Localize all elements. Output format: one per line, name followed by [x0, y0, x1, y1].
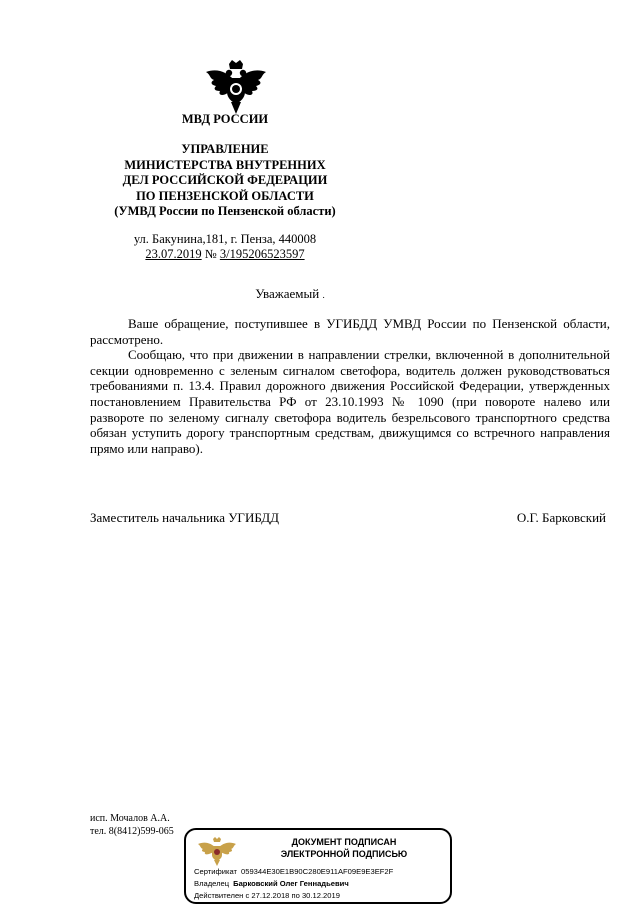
- certificate-value: 059344E30E1B90C280E911AF09E9E3EF2F: [241, 867, 394, 876]
- greeting-suffix: .: [322, 290, 325, 300]
- paragraph: Ваше обращение, поступившее в УГИБДД УМВД России по Пензенской области, рассмотрено.: [90, 316, 610, 347]
- org-line: ДЕЛ РОССИЙСКОЙ ФЕДЕРАЦИИ: [122, 173, 328, 187]
- document-reference: [95, 247, 355, 262]
- signatory-title: Заместитель начальника УГИБДД: [90, 510, 280, 525]
- org-full-name: [95, 142, 355, 220]
- mvd-emblem-icon: [205, 58, 267, 116]
- org-line: МИНИСТЕРСТВА ВНУТРЕННИХ: [124, 157, 326, 172]
- org-address: ул. Бакунина,181, г. Пенза, 440008: [133, 232, 317, 246]
- address-block: [95, 232, 355, 262]
- org-line: ПО ПЕНЗЕНСКОЙ ОБЛАСТИ: [136, 188, 314, 203]
- eagle-emblem-icon: [198, 836, 236, 866]
- certificate-line: [194, 866, 393, 878]
- stamp-title: [244, 836, 444, 860]
- stamp-title-line: ДОКУМЕНТ ПОДПИСАН: [291, 837, 397, 847]
- signatory-name: О.Г. Барковский: [516, 510, 606, 525]
- document-number: 3/195206523597: [219, 247, 305, 261]
- validity-line: Действителен с 27.12.2018 по 30.12.2019: [194, 891, 340, 900]
- electronic-signature-stamp: [184, 828, 452, 904]
- owner-value: Барковский Олег Геннадьевич: [233, 879, 349, 888]
- executor-name: исп. Мочалов А.А.: [90, 813, 170, 824]
- document-date: 23.07.2019: [145, 247, 202, 261]
- org-line: (УМВД России по Пензенской области): [114, 204, 336, 218]
- org-line: УПРАВЛЕНИЕ: [181, 142, 269, 156]
- executor-phone: тел. 8(8412)599-065: [90, 826, 174, 837]
- number-sign: №: [204, 247, 217, 261]
- stamp-title-line: ЭЛЕКТРОННОЙ ПОДПИСЬЮ: [280, 849, 408, 859]
- org-short-name: МВД РОССИИ: [181, 112, 269, 126]
- certificate-label: Сертификат: [194, 867, 237, 876]
- owner-label: Владелец: [194, 879, 230, 888]
- greeting-text: Уважаемый: [255, 286, 320, 301]
- owner-line: [194, 878, 393, 890]
- executor-info: [90, 812, 174, 838]
- stamp-details: [194, 866, 393, 902]
- paragraph: Сообщаю, что при движении в направлении стрелки, включенной в дополнительной секции одновременно с зеленым сигналом светофора, водитель должен руководствоваться требованиями п. 13.4. Правил дорожного движения Российской Федерации, утвержденных постановлением Правительства РФ от 23.10.1993 № 1090 (при повороте налево или развороте по зеленому сигналу светофора водитель безрельсового транспортного средства обязан уступить дорогу транспортным средствам, движущимся со встречного направления прямо или направо).: [90, 347, 610, 456]
- letter-body: [90, 316, 610, 456]
- greeting: [0, 286, 580, 302]
